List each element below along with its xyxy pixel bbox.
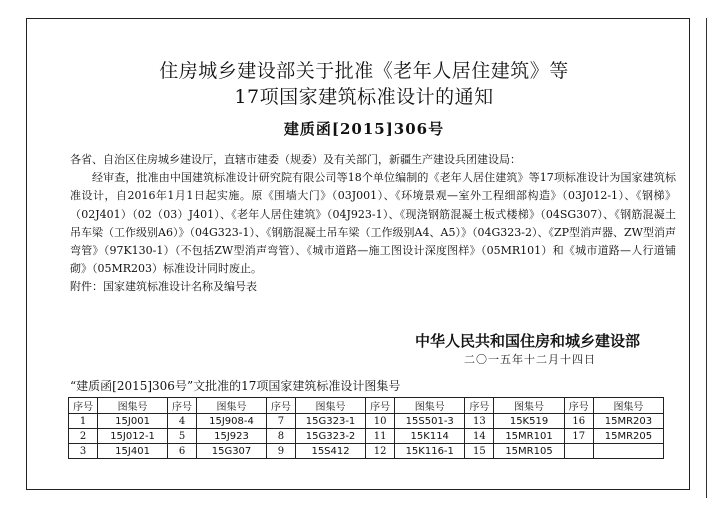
table-row: [69, 414, 664, 429]
table-cell: 1: [69, 414, 98, 429]
table-row: [69, 444, 664, 459]
title-line-1: 住房城乡建设部关于批准《老年人居住建筑》等: [159, 60, 569, 82]
salutation: 各省、自治区住房城乡建设厅，直辖市建委（规委）及有关部门，新疆生产建设兵团建设局：: [70, 153, 521, 166]
table-cell: 12: [365, 444, 394, 459]
header-seq: 序号: [69, 398, 98, 414]
table-cell: 15MR203: [593, 414, 663, 429]
table-cell: 15G323-1: [296, 414, 366, 429]
table-cell: 17: [564, 429, 593, 444]
table-cell: 2: [69, 429, 98, 444]
header-seq: 序号: [465, 398, 494, 414]
table-cell: 15J908-4: [197, 414, 267, 429]
table-cell: 7: [266, 414, 295, 429]
body-paragraph: 经审查，批准由中国建筑标准设计研究院有限公司等18个单位编制的《老年人居住建筑》等17项标准设计为国家建筑标准设计，自2016年1月1日起实施。原《围墙大门》（03J001）、《环境景观—室外工程细部构造》（03J012-1）、《钢梯》（02J401）（02（03）J401）、《老年人居住建筑》（04J923-1）、《现浇钢筋混凝土板式楼梯》（04SG307）、《钢筋混凝土吊车梁（工作级别A6）》（04G323-1）、《钢筋混凝土吊车梁（工作级别A4、A5）》（04G323-2）、《ZP型消声器、ZW型消声弯管》（97K130-1）（不包括ZW型消声弯管）、《城市道路—施工图设计深度图样》（05MR101）和《城市道路—人行道铺砌》（05MR203）标准设计同时废止。: [70, 171, 676, 276]
header-seq: 序号: [167, 398, 196, 414]
table-cell: 15S412: [296, 444, 366, 459]
table-cell: 6: [167, 444, 196, 459]
atlas-number-table: [68, 397, 664, 459]
notice-title: [0, 58, 728, 110]
header-seq: 序号: [266, 398, 295, 414]
table-cell: 15MR101: [494, 429, 564, 444]
table-cell: 15MR105: [494, 444, 564, 459]
table-cell: 9: [266, 444, 295, 459]
header-seq: 序号: [365, 398, 394, 414]
table-cell: [564, 444, 593, 459]
table-cell: 15S501-3: [395, 414, 465, 429]
table-cell: 15G323-2: [296, 429, 366, 444]
header-code: 图集号: [593, 398, 663, 414]
table-row: [69, 429, 664, 444]
header-code: 图集号: [296, 398, 366, 414]
table-cell: 11: [365, 429, 394, 444]
table-cell: 16: [564, 414, 593, 429]
table-cell: 10: [365, 414, 394, 429]
attachment-line: 附件：国家建筑标准设计名称及编号表: [70, 280, 257, 294]
header-code: 图集号: [494, 398, 564, 414]
table-cell: 15J001: [98, 414, 168, 429]
table-cell: 15: [465, 444, 494, 459]
table-header-row: [69, 398, 664, 414]
table-cell: 15K519: [494, 414, 564, 429]
header-code: 图集号: [98, 398, 168, 414]
header-seq: 序号: [564, 398, 593, 414]
table-cell: 14: [465, 429, 494, 444]
table-cell: 15K114: [395, 429, 465, 444]
header-code: 图集号: [197, 398, 267, 414]
title-line-2: 17项国家建筑标准设计的通知: [234, 86, 494, 108]
issue-date: 二〇一五年十二月十四日: [464, 353, 596, 366]
table-cell: 15K116-1: [395, 444, 465, 459]
table-cell: 15J401: [98, 444, 168, 459]
table-cell: 8: [266, 429, 295, 444]
header-code: 图集号: [395, 398, 465, 414]
table-cell: 3: [69, 444, 98, 459]
table-cell: 5: [167, 429, 196, 444]
table-caption: “建质函[2015]306号”文批准的17项国家建筑标准设计图集号: [70, 379, 401, 393]
table-cell: 15J923: [197, 429, 267, 444]
document-number: 建质函[2015]306号: [283, 120, 445, 138]
table-cell: 4: [167, 414, 196, 429]
table-cell: 15J012-1: [98, 429, 168, 444]
table-cell: 15MR205: [593, 429, 663, 444]
table-cell: [593, 444, 663, 459]
notice-body: [70, 151, 676, 297]
table-cell: 15G307: [197, 444, 267, 459]
table-cell: 13: [465, 414, 494, 429]
issuing-authority: 中华人民共和国住房和城乡建设部: [414, 332, 640, 350]
